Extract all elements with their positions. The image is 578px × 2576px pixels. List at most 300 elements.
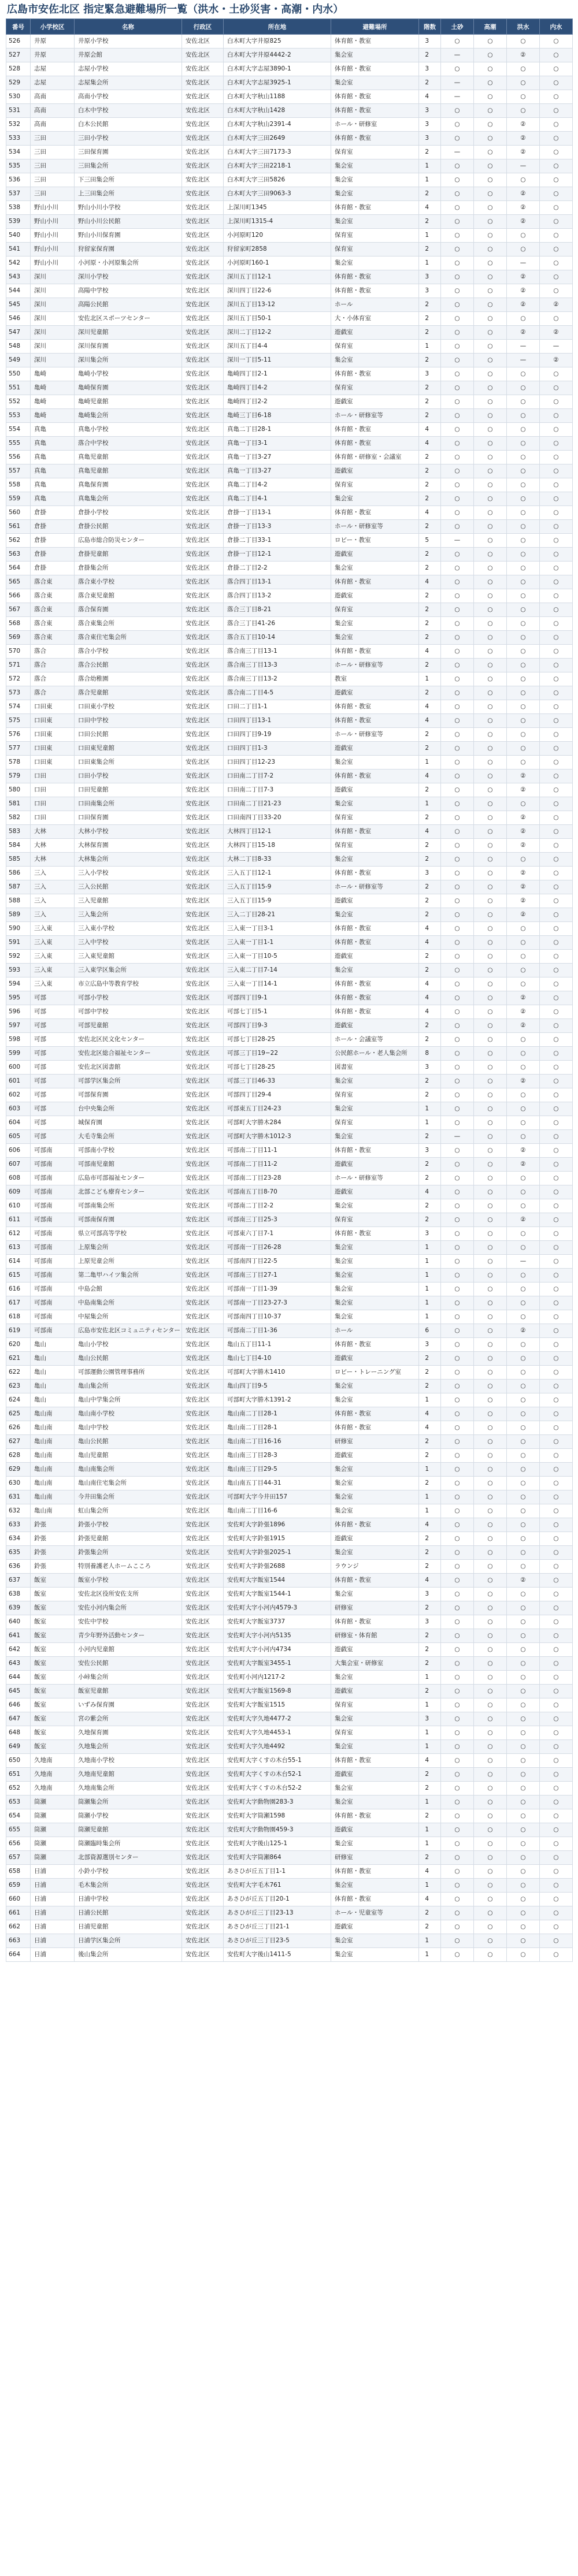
cell-name: 落合東児童館 bbox=[75, 589, 182, 603]
cell-inland-flood: ○ bbox=[540, 1657, 573, 1671]
cell-shelter-place: 集会室 bbox=[331, 617, 419, 631]
cell-flood: ② bbox=[507, 770, 540, 783]
cell-floors: 2 bbox=[419, 1643, 441, 1657]
cell-landslide: ○ bbox=[441, 1158, 474, 1172]
cell-number: 529 bbox=[6, 76, 31, 90]
cell-name: 久地南小学校 bbox=[75, 1754, 182, 1768]
cell-floors: 2 bbox=[419, 1449, 441, 1463]
cell-address: 白木町大字志屋3925-1 bbox=[224, 76, 331, 90]
cell-shelter-place: 体育館・教室 bbox=[331, 1005, 419, 1019]
cell-storm-surge: ○ bbox=[474, 811, 507, 825]
cell-flood: ② bbox=[507, 118, 540, 132]
cell-floors: 2 bbox=[419, 880, 441, 894]
cell-shelter-place: 集会室 bbox=[331, 1393, 419, 1407]
cell-flood: ○ bbox=[507, 451, 540, 464]
cell-flood: ② bbox=[507, 908, 540, 922]
cell-floors: 2 bbox=[419, 1352, 441, 1366]
cell-inland-flood: ○ bbox=[540, 1518, 573, 1532]
cell-flood: ② bbox=[507, 811, 540, 825]
cell-shelter-place: 集会室 bbox=[331, 1296, 419, 1310]
cell-shelter-place: 体育館・教室 bbox=[331, 714, 419, 728]
cell-address: 可部東六丁目7-1 bbox=[224, 1227, 331, 1241]
cell-inland-flood: ○ bbox=[540, 1685, 573, 1698]
cell-address: 真亀一丁目3-27 bbox=[224, 464, 331, 478]
cell-number: 542 bbox=[6, 257, 31, 270]
cell-flood: ○ bbox=[507, 1449, 540, 1463]
cell-name: 野山小川公民館 bbox=[75, 215, 182, 229]
table-row bbox=[6, 1269, 573, 1283]
cell-inland-flood: ○ bbox=[540, 1213, 573, 1227]
cell-name: 亀山南住宅集会所 bbox=[75, 1477, 182, 1490]
table-header-row bbox=[6, 19, 573, 35]
cell-floors: 2 bbox=[419, 1560, 441, 1574]
cell-address: 口田四丁目9-19 bbox=[224, 728, 331, 742]
cell-inland-flood: ○ bbox=[540, 132, 573, 146]
cell-school-district: 深川 bbox=[31, 298, 75, 312]
cell-address: 亀山南二丁目28-1 bbox=[224, 1407, 331, 1421]
cell-floors: 4 bbox=[419, 825, 441, 839]
cell-school-district: 飯室 bbox=[31, 1740, 75, 1754]
cell-school-district: 可部 bbox=[31, 1130, 75, 1144]
cell-ward: 安佐北区 bbox=[182, 575, 224, 589]
cell-name: 上三田集会所 bbox=[75, 187, 182, 201]
table-row bbox=[6, 159, 573, 173]
table-row bbox=[6, 243, 573, 257]
cell-number: 632 bbox=[6, 1504, 31, 1518]
cell-storm-surge: ○ bbox=[474, 1213, 507, 1227]
cell-school-district: 真亀 bbox=[31, 464, 75, 478]
table-row bbox=[6, 922, 573, 936]
cell-number: 528 bbox=[6, 62, 31, 76]
cell-ward: 安佐北区 bbox=[182, 686, 224, 700]
cell-name: 北部資源選別センター bbox=[75, 1851, 182, 1865]
cell-ward: 安佐北区 bbox=[182, 1158, 224, 1172]
cell-shelter-place: 集会室 bbox=[331, 964, 419, 977]
cell-landslide: ○ bbox=[441, 1435, 474, 1449]
cell-number: 585 bbox=[6, 853, 31, 867]
cell-school-district: 大林 bbox=[31, 853, 75, 867]
cell-number: 582 bbox=[6, 811, 31, 825]
table-row bbox=[6, 1879, 573, 1893]
cell-address: 可部七丁目5-1 bbox=[224, 1005, 331, 1019]
cell-flood: ○ bbox=[507, 1823, 540, 1837]
table-row bbox=[6, 1754, 573, 1768]
cell-landslide: ○ bbox=[441, 770, 474, 783]
cell-school-district: 可部南 bbox=[31, 1199, 75, 1213]
cell-flood: ○ bbox=[507, 1588, 540, 1601]
cell-shelter-place: 集会室 bbox=[331, 1283, 419, 1296]
cell-inland-flood: — bbox=[540, 340, 573, 354]
cell-inland-flood: ○ bbox=[540, 1421, 573, 1435]
cell-landslide: ○ bbox=[441, 1380, 474, 1393]
cell-landslide: ○ bbox=[441, 492, 474, 506]
cell-landslide: ○ bbox=[441, 742, 474, 756]
cell-storm-surge: ○ bbox=[474, 575, 507, 589]
cell-flood: ② bbox=[507, 298, 540, 312]
cell-ward: 安佐北区 bbox=[182, 437, 224, 451]
cell-address: 可部南四丁目10-37 bbox=[224, 1310, 331, 1324]
cell-school-district: 可部南 bbox=[31, 1310, 75, 1324]
cell-school-district: 可部 bbox=[31, 1019, 75, 1033]
cell-number: 563 bbox=[6, 548, 31, 562]
cell-address: 安佐町大字飯室1544-1 bbox=[224, 1588, 331, 1601]
cell-landslide: ○ bbox=[441, 395, 474, 409]
cell-ward: 安佐北区 bbox=[182, 1296, 224, 1310]
cell-ward: 安佐北区 bbox=[182, 1075, 224, 1088]
cell-landslide: ○ bbox=[441, 548, 474, 562]
cell-landslide: ○ bbox=[441, 1546, 474, 1560]
cell-storm-surge: ○ bbox=[474, 742, 507, 756]
cell-shelter-place: 遊戯室 bbox=[331, 894, 419, 908]
cell-number: 607 bbox=[6, 1158, 31, 1172]
cell-landslide: ○ bbox=[441, 62, 474, 76]
cell-ward: 安佐北区 bbox=[182, 770, 224, 783]
cell-floors: 4 bbox=[419, 423, 441, 437]
cell-inland-flood: ○ bbox=[540, 534, 573, 548]
cell-floors: 1 bbox=[419, 797, 441, 811]
cell-inland-flood: ○ bbox=[540, 1532, 573, 1546]
cell-landslide: ○ bbox=[441, 1685, 474, 1698]
cell-inland-flood: ○ bbox=[540, 1671, 573, 1685]
cell-shelter-place: ホール bbox=[331, 298, 419, 312]
cell-number: 653 bbox=[6, 1796, 31, 1809]
cell-shelter-place: 集会室 bbox=[331, 1712, 419, 1726]
cell-storm-surge: ○ bbox=[474, 1019, 507, 1033]
cell-landslide: ○ bbox=[441, 270, 474, 284]
cell-floors: 4 bbox=[419, 936, 441, 950]
cell-inland-flood: ○ bbox=[540, 1629, 573, 1643]
table-row bbox=[6, 284, 573, 298]
cell-shelter-place: 遊戯室 bbox=[331, 548, 419, 562]
cell-school-district: 志屋 bbox=[31, 62, 75, 76]
cell-school-district: 亀山南 bbox=[31, 1435, 75, 1449]
cell-flood: ○ bbox=[507, 243, 540, 257]
cell-name: 落合東小学校 bbox=[75, 575, 182, 589]
cell-ward: 安佐北区 bbox=[182, 1588, 224, 1601]
cell-number: 596 bbox=[6, 1005, 31, 1019]
cell-school-district: 落合 bbox=[31, 672, 75, 686]
cell-storm-surge: ○ bbox=[474, 617, 507, 631]
cell-address: 可部南一丁目1-39 bbox=[224, 1283, 331, 1296]
cell-storm-surge: ○ bbox=[474, 1199, 507, 1213]
cell-floors: 2 bbox=[419, 326, 441, 340]
cell-inland-flood: ○ bbox=[540, 950, 573, 964]
cell-storm-surge: ○ bbox=[474, 964, 507, 977]
cell-shelter-place: ホール bbox=[331, 1324, 419, 1338]
cell-floors: 1 bbox=[419, 1490, 441, 1504]
cell-flood: ○ bbox=[507, 1893, 540, 1906]
cell-landslide: ○ bbox=[441, 215, 474, 229]
cell-name: 第二亀甲ハイツ集会所 bbox=[75, 1269, 182, 1283]
table-row bbox=[6, 1088, 573, 1102]
cell-address: 口田四丁目12-23 bbox=[224, 756, 331, 770]
cell-shelter-place: 体育館・教室 bbox=[331, 867, 419, 880]
cell-address: 三入東一丁目3-1 bbox=[224, 922, 331, 936]
cell-ward: 安佐北区 bbox=[182, 1712, 224, 1726]
table-row bbox=[6, 1615, 573, 1629]
cell-storm-surge: ○ bbox=[474, 880, 507, 894]
cell-floors: 1 bbox=[419, 1671, 441, 1685]
cell-name: 真亀集会所 bbox=[75, 492, 182, 506]
cell-floors: 2 bbox=[419, 686, 441, 700]
table-row bbox=[6, 797, 573, 811]
cell-address: 亀山南五丁目44-31 bbox=[224, 1477, 331, 1490]
cell-ward: 安佐北区 bbox=[182, 617, 224, 631]
cell-flood: ○ bbox=[507, 922, 540, 936]
cell-shelter-place: 保育室 bbox=[331, 603, 419, 617]
cell-inland-flood: ○ bbox=[540, 1615, 573, 1629]
cell-landslide: ○ bbox=[441, 1726, 474, 1740]
cell-name: 三田保育園 bbox=[75, 146, 182, 159]
cell-inland-flood: ○ bbox=[540, 1879, 573, 1893]
cell-school-district: 日浦 bbox=[31, 1934, 75, 1948]
table-row bbox=[6, 575, 573, 589]
cell-school-district: 落合 bbox=[31, 659, 75, 672]
cell-ward: 安佐北区 bbox=[182, 1407, 224, 1421]
cell-flood: ○ bbox=[507, 520, 540, 534]
table-row bbox=[6, 1782, 573, 1796]
cell-ward: 安佐北区 bbox=[182, 1920, 224, 1934]
cell-flood: ○ bbox=[507, 1879, 540, 1893]
cell-ward: 安佐北区 bbox=[182, 742, 224, 756]
table-row bbox=[6, 1005, 573, 1019]
cell-flood: ○ bbox=[507, 1463, 540, 1477]
cell-floors: 4 bbox=[419, 1893, 441, 1906]
cell-floors: 3 bbox=[419, 1144, 441, 1158]
cell-inland-flood: ○ bbox=[540, 1712, 573, 1726]
cell-name: 三入児童館 bbox=[75, 894, 182, 908]
cell-number: 530 bbox=[6, 90, 31, 104]
cell-landslide: ○ bbox=[441, 409, 474, 423]
cell-landslide: ○ bbox=[441, 686, 474, 700]
cell-ward: 安佐北区 bbox=[182, 728, 224, 742]
cell-inland-flood: ○ bbox=[540, 1324, 573, 1338]
cell-ward: 安佐北区 bbox=[182, 298, 224, 312]
cell-landslide: ○ bbox=[441, 589, 474, 603]
cell-landslide: ○ bbox=[441, 1560, 474, 1574]
cell-floors: 1 bbox=[419, 1463, 441, 1477]
cell-address: 安佐町大字飯室3737 bbox=[224, 1615, 331, 1629]
table-row bbox=[6, 1283, 573, 1296]
cell-ward: 安佐北区 bbox=[182, 1657, 224, 1671]
cell-name: 安佐北区スポーツセンター bbox=[75, 312, 182, 326]
cell-storm-surge: ○ bbox=[474, 534, 507, 548]
cell-school-district: 亀崎 bbox=[31, 367, 75, 381]
cell-flood: ○ bbox=[507, 173, 540, 187]
cell-name: 日浦学区集会所 bbox=[75, 1934, 182, 1948]
cell-landslide: ○ bbox=[441, 1601, 474, 1615]
table-row bbox=[6, 1075, 573, 1088]
cell-inland-flood: ○ bbox=[540, 880, 573, 894]
cell-shelter-place: 大・小体育室 bbox=[331, 312, 419, 326]
cell-school-district: 野山小川 bbox=[31, 201, 75, 215]
cell-floors: 2 bbox=[419, 1477, 441, 1490]
cell-ward: 安佐北区 bbox=[182, 1102, 224, 1116]
cell-number: 559 bbox=[6, 492, 31, 506]
cell-inland-flood: ○ bbox=[540, 742, 573, 756]
cell-shelter-place: 集会室 bbox=[331, 797, 419, 811]
cell-shelter-place: 保育室 bbox=[331, 1726, 419, 1740]
table-row bbox=[6, 173, 573, 187]
cell-flood: ○ bbox=[507, 977, 540, 991]
cell-shelter-place: 保育室 bbox=[331, 1213, 419, 1227]
cell-storm-surge: ○ bbox=[474, 1241, 507, 1255]
cell-name: 久地南集会所 bbox=[75, 1782, 182, 1796]
cell-shelter-place: 集会室 bbox=[331, 173, 419, 187]
cell-flood: ○ bbox=[507, 464, 540, 478]
cell-school-district: 志屋 bbox=[31, 76, 75, 90]
cell-flood: ○ bbox=[507, 756, 540, 770]
table-row bbox=[6, 1629, 573, 1643]
cell-floors: 2 bbox=[419, 1768, 441, 1782]
table-row bbox=[6, 1033, 573, 1047]
cell-storm-surge: ○ bbox=[474, 631, 507, 645]
cell-shelter-place: 集会室 bbox=[331, 1310, 419, 1324]
cell-flood: ② bbox=[507, 825, 540, 839]
cell-name: 深川集会所 bbox=[75, 354, 182, 367]
table-row bbox=[6, 1144, 573, 1158]
cell-flood: ○ bbox=[507, 1657, 540, 1671]
cell-school-district: 亀山南 bbox=[31, 1449, 75, 1463]
cell-storm-surge: ○ bbox=[474, 1782, 507, 1796]
cell-storm-surge: ○ bbox=[474, 284, 507, 298]
table-row bbox=[6, 908, 573, 922]
cell-floors: 2 bbox=[419, 908, 441, 922]
cell-landslide: ○ bbox=[441, 659, 474, 672]
table-row bbox=[6, 811, 573, 825]
cell-landslide: ○ bbox=[441, 1296, 474, 1310]
cell-name: 安佐北区図書館 bbox=[75, 1061, 182, 1075]
cell-ward: 安佐北区 bbox=[182, 243, 224, 257]
cell-number: 566 bbox=[6, 589, 31, 603]
cell-name: 亀崎小学校 bbox=[75, 367, 182, 381]
table-row bbox=[6, 132, 573, 146]
cell-number: 660 bbox=[6, 1893, 31, 1906]
cell-ward: 安佐北区 bbox=[182, 520, 224, 534]
cell-number: 662 bbox=[6, 1920, 31, 1934]
cell-shelter-place: 集会室 bbox=[331, 1546, 419, 1560]
cell-school-district: 亀山南 bbox=[31, 1407, 75, 1421]
cell-storm-surge: ○ bbox=[474, 409, 507, 423]
cell-address: 真亀二丁目4-2 bbox=[224, 478, 331, 492]
cell-inland-flood: ○ bbox=[540, 562, 573, 575]
table-row bbox=[6, 991, 573, 1005]
cell-address: あさひが丘五丁目1-1 bbox=[224, 1865, 331, 1879]
cell-address: 深川五丁目12-1 bbox=[224, 270, 331, 284]
cell-address: 真亀一丁目3-1 bbox=[224, 437, 331, 451]
cell-shelter-place: 教室 bbox=[331, 672, 419, 686]
cell-address: 可部三丁目46-33 bbox=[224, 1075, 331, 1088]
table-row bbox=[6, 201, 573, 215]
cell-shelter-place: 遊戯室 bbox=[331, 1449, 419, 1463]
cell-address: 可部南二丁目11-2 bbox=[224, 1158, 331, 1172]
cell-number: 664 bbox=[6, 1948, 31, 1962]
table-row bbox=[6, 367, 573, 381]
cell-inland-flood: ② bbox=[540, 326, 573, 340]
table-row bbox=[6, 423, 573, 437]
cell-flood: ○ bbox=[507, 312, 540, 326]
cell-school-district: 飯室 bbox=[31, 1657, 75, 1671]
cell-floors: 1 bbox=[419, 1837, 441, 1851]
cell-floors: 4 bbox=[419, 991, 441, 1005]
cell-landslide: ○ bbox=[441, 1463, 474, 1477]
cell-inland-flood: ○ bbox=[540, 936, 573, 950]
cell-flood: ○ bbox=[507, 1435, 540, 1449]
cell-floors: 8 bbox=[419, 1047, 441, 1061]
cell-ward: 安佐北区 bbox=[182, 1449, 224, 1463]
cell-name: 三入公民館 bbox=[75, 880, 182, 894]
cell-address: 安佐町大字くすの木台52-1 bbox=[224, 1768, 331, 1782]
cell-name: 亀山中学校 bbox=[75, 1421, 182, 1435]
cell-name: 鈴張児童館 bbox=[75, 1532, 182, 1546]
cell-number: 626 bbox=[6, 1421, 31, 1435]
cell-ward: 安佐北区 bbox=[182, 1851, 224, 1865]
cell-inland-flood: ○ bbox=[540, 908, 573, 922]
cell-shelter-place: 集会室 bbox=[331, 1588, 419, 1601]
cell-floors: 1 bbox=[419, 1740, 441, 1754]
cell-name: 落合児童館 bbox=[75, 686, 182, 700]
cell-inland-flood: ○ bbox=[540, 1546, 573, 1560]
cell-address: 三入二丁目28-21 bbox=[224, 908, 331, 922]
cell-inland-flood: ○ bbox=[540, 1574, 573, 1588]
cell-name: 中島南集会所 bbox=[75, 1296, 182, 1310]
cell-ward: 安佐北区 bbox=[182, 229, 224, 243]
cell-school-district: 落合東 bbox=[31, 617, 75, 631]
cell-shelter-place: 集会室 bbox=[331, 215, 419, 229]
cell-name: 県立可部高等学校 bbox=[75, 1227, 182, 1241]
cell-landslide: ○ bbox=[441, 229, 474, 243]
cell-school-district: 亀山南 bbox=[31, 1490, 75, 1504]
cell-landslide: ○ bbox=[441, 783, 474, 797]
cell-inland-flood: ○ bbox=[540, 464, 573, 478]
cell-school-district: 高南 bbox=[31, 104, 75, 118]
cell-name: 志屋集会所 bbox=[75, 76, 182, 90]
cell-ward: 安佐北区 bbox=[182, 1477, 224, 1490]
cell-school-district: 大林 bbox=[31, 825, 75, 839]
cell-school-district: 倉掛 bbox=[31, 520, 75, 534]
cell-number: 573 bbox=[6, 686, 31, 700]
cell-flood: ○ bbox=[507, 1740, 540, 1754]
cell-storm-surge: ○ bbox=[474, 1657, 507, 1671]
cell-shelter-place: ホール・研修室 bbox=[331, 118, 419, 132]
cell-address: 亀崎四丁目4-2 bbox=[224, 381, 331, 395]
cell-address: 亀崎四丁目2-1 bbox=[224, 367, 331, 381]
cell-address: 亀山五丁目11-1 bbox=[224, 1338, 331, 1352]
cell-number: 592 bbox=[6, 950, 31, 964]
cell-inland-flood: ○ bbox=[540, 1380, 573, 1393]
cell-number: 630 bbox=[6, 1477, 31, 1490]
cell-inland-flood: ○ bbox=[540, 797, 573, 811]
cell-floors: 2 bbox=[419, 1920, 441, 1934]
cell-inland-flood: ○ bbox=[540, 977, 573, 991]
cell-storm-surge: ○ bbox=[474, 1366, 507, 1380]
cell-address: 落合三丁目41-26 bbox=[224, 617, 331, 631]
cell-address: 落合五丁目10-14 bbox=[224, 631, 331, 645]
table-row bbox=[6, 257, 573, 270]
cell-landslide: ○ bbox=[441, 797, 474, 811]
cell-landslide: — bbox=[441, 49, 474, 62]
table-row bbox=[6, 187, 573, 201]
cell-school-district: 落合東 bbox=[31, 575, 75, 589]
table-row bbox=[6, 1560, 573, 1574]
cell-school-district: 三入東 bbox=[31, 922, 75, 936]
cell-address: 亀山七丁目4-10 bbox=[224, 1352, 331, 1366]
cell-flood: ○ bbox=[507, 1199, 540, 1213]
cell-name: 宮の紫会所 bbox=[75, 1712, 182, 1726]
cell-landslide: ○ bbox=[441, 1324, 474, 1338]
cell-landslide: ○ bbox=[441, 1906, 474, 1920]
cell-address: 安佐町大字飯室3455-1 bbox=[224, 1657, 331, 1671]
